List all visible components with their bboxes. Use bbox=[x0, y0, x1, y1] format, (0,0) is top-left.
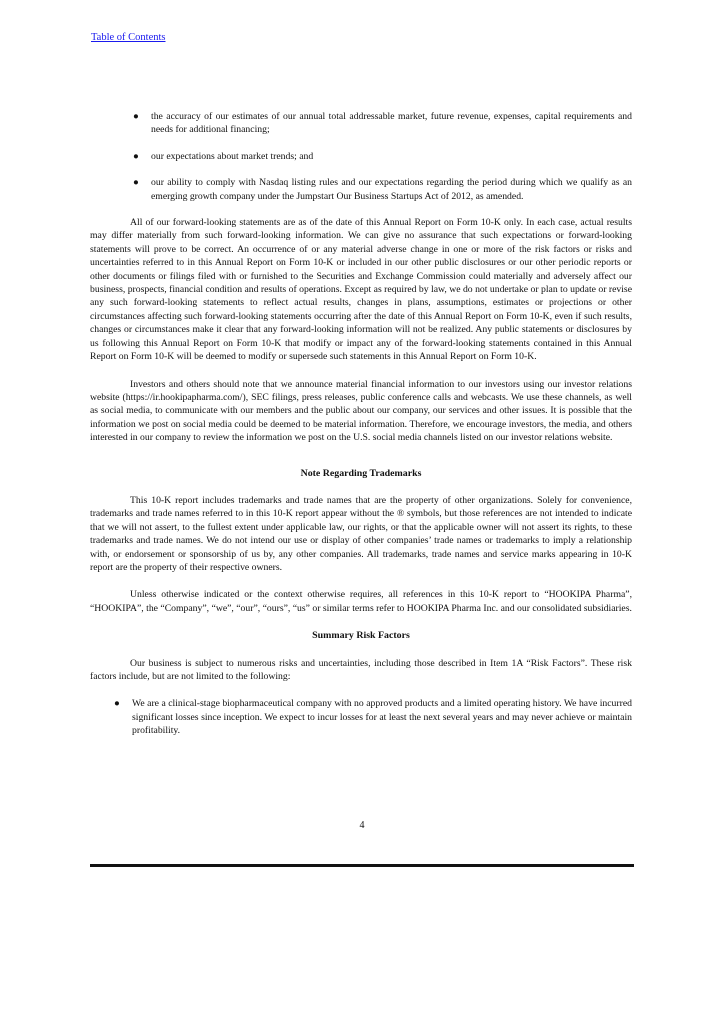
page-number: 4 bbox=[359, 820, 365, 831]
table-of-contents-link[interactable]: Table of Contents bbox=[91, 32, 166, 43]
footer-divider bbox=[90, 864, 634, 867]
forward-looking-paragraph: All of our forward-looking statements are as of the date of this Annual Report on Form 10-K only. In each case, actual results may differ materially from such forward-looking information. We can give no assurance that such expectations or forward-looking statements will prove to be correct. An occurrence of or any material adverse change in one or more of the risk factors or risks and uncertainties referred to in this Annual Report on Form 10-K or included in our other public disclosures or our other periodic reports or other documents or filings filed with or furnished to the Securities and Exchange Commission could materially and adversely affect our business, prospects, financial condition and results of operations. Except as required by law, we do not undertake or plan to update or revise any such forward-looking statements to reflect actual results, changes in plans, assumptions, estimates or projections or other circumstances affecting such forward-looking statements occurring after the date of this Annual Report on Form 10-K, even if such results, changes or circumstances make it clear that any forward-looking information will not be realized. Any public statements or disclosures by us following this Annual Report on Form 10-K that modify or impact any of the forward-looking statements contained in this Annual Report on Form 10-K will be deemed to modify or supersede such statements in this Annual Report on Form 10-K. bbox=[90, 217, 632, 363]
risk-bullet-list bbox=[90, 697, 632, 737]
summary-risk-factors-heading: Summary Risk Factors bbox=[312, 630, 410, 642]
bullet-icon: ● bbox=[114, 698, 120, 710]
trademarks-heading: Note Regarding Trademarks bbox=[300, 467, 422, 479]
top-bullet-list bbox=[90, 110, 632, 203]
list-item: ● the accuracy of our estimates of our annual total addressable market, future revenue, expenses, capital requirements and needs for additional financing; bbox=[133, 111, 632, 136]
summary-paragraph: Our business is subject to numerous risks and uncertainties, including those described in Item 1A “Risk Factors”. These risk factors include, but are not limited to the following: bbox=[90, 657, 632, 682]
trademarks-paragraph: This 10-K report includes trademarks and trade names that are the property of other organizations. Solely for convenience, trademarks and trade names referred to in this 10-K report appear without the ® symbols, but those references are not intended to indicate that we will not assert, to the fullest extent under applicable law, our rights, or that the applicable owner will not assert its rights, to these trademarks and trade names. We do not intend our use or display of other companies’ trade names or trademarks to imply a relationship with, or endorsement or sponsorship of us by, any other companies. All trademarks, trade names and service marks appearing in 10-K report are the property of their respective owners. bbox=[90, 494, 632, 573]
list-item: ● our ability to comply with Nasdaq listing rules and our expectations regarding the period during which we qualify as an emerging growth company under the Jumpstart Our Business Startups Act of 2012, as amended. bbox=[133, 177, 632, 202]
bullet-icon: ● bbox=[133, 177, 139, 189]
bullet-icon: ● bbox=[133, 150, 139, 162]
bullet-icon: ● bbox=[133, 111, 139, 122]
document-body bbox=[90, 110, 632, 751]
list-item: ● We are a clinical-stage biopharmaceutical company with no approved products and a limited operating history. We have incurred significant losses since inception. We expect to incur losses for at least the next several years and may never achieve or maintain profitability. bbox=[114, 698, 632, 737]
references-paragraph: Unless otherwise indicated or the context otherwise requires, all references in this 10-K report to “HOOKIPA Pharma”, “HOOKIPA”, the “Company”, “we”, “our”, “ours”, “us” or similar terms refer to HOOKIPA Pharma Inc. and our consolidated subsidiaries. bbox=[90, 589, 632, 614]
investors-paragraph: Investors and others should note that we announce material financial information to our investors using our investor relations website (https://ir.hookipapharma.com/), SEC filings, press releases, public conference calls and webcasts. We use these channels, as well as social media, to communicate with our members and the public about our company, our services and other issues. It is possible that the information we post on social media could be deemed to be material information. Therefore, we encourage investors, the media, and others interested in our company to review the information we post on the U.S. social media channels listed on our investor relations website. bbox=[90, 378, 632, 444]
list-item: ● our expectations about market trends; and bbox=[133, 150, 314, 162]
